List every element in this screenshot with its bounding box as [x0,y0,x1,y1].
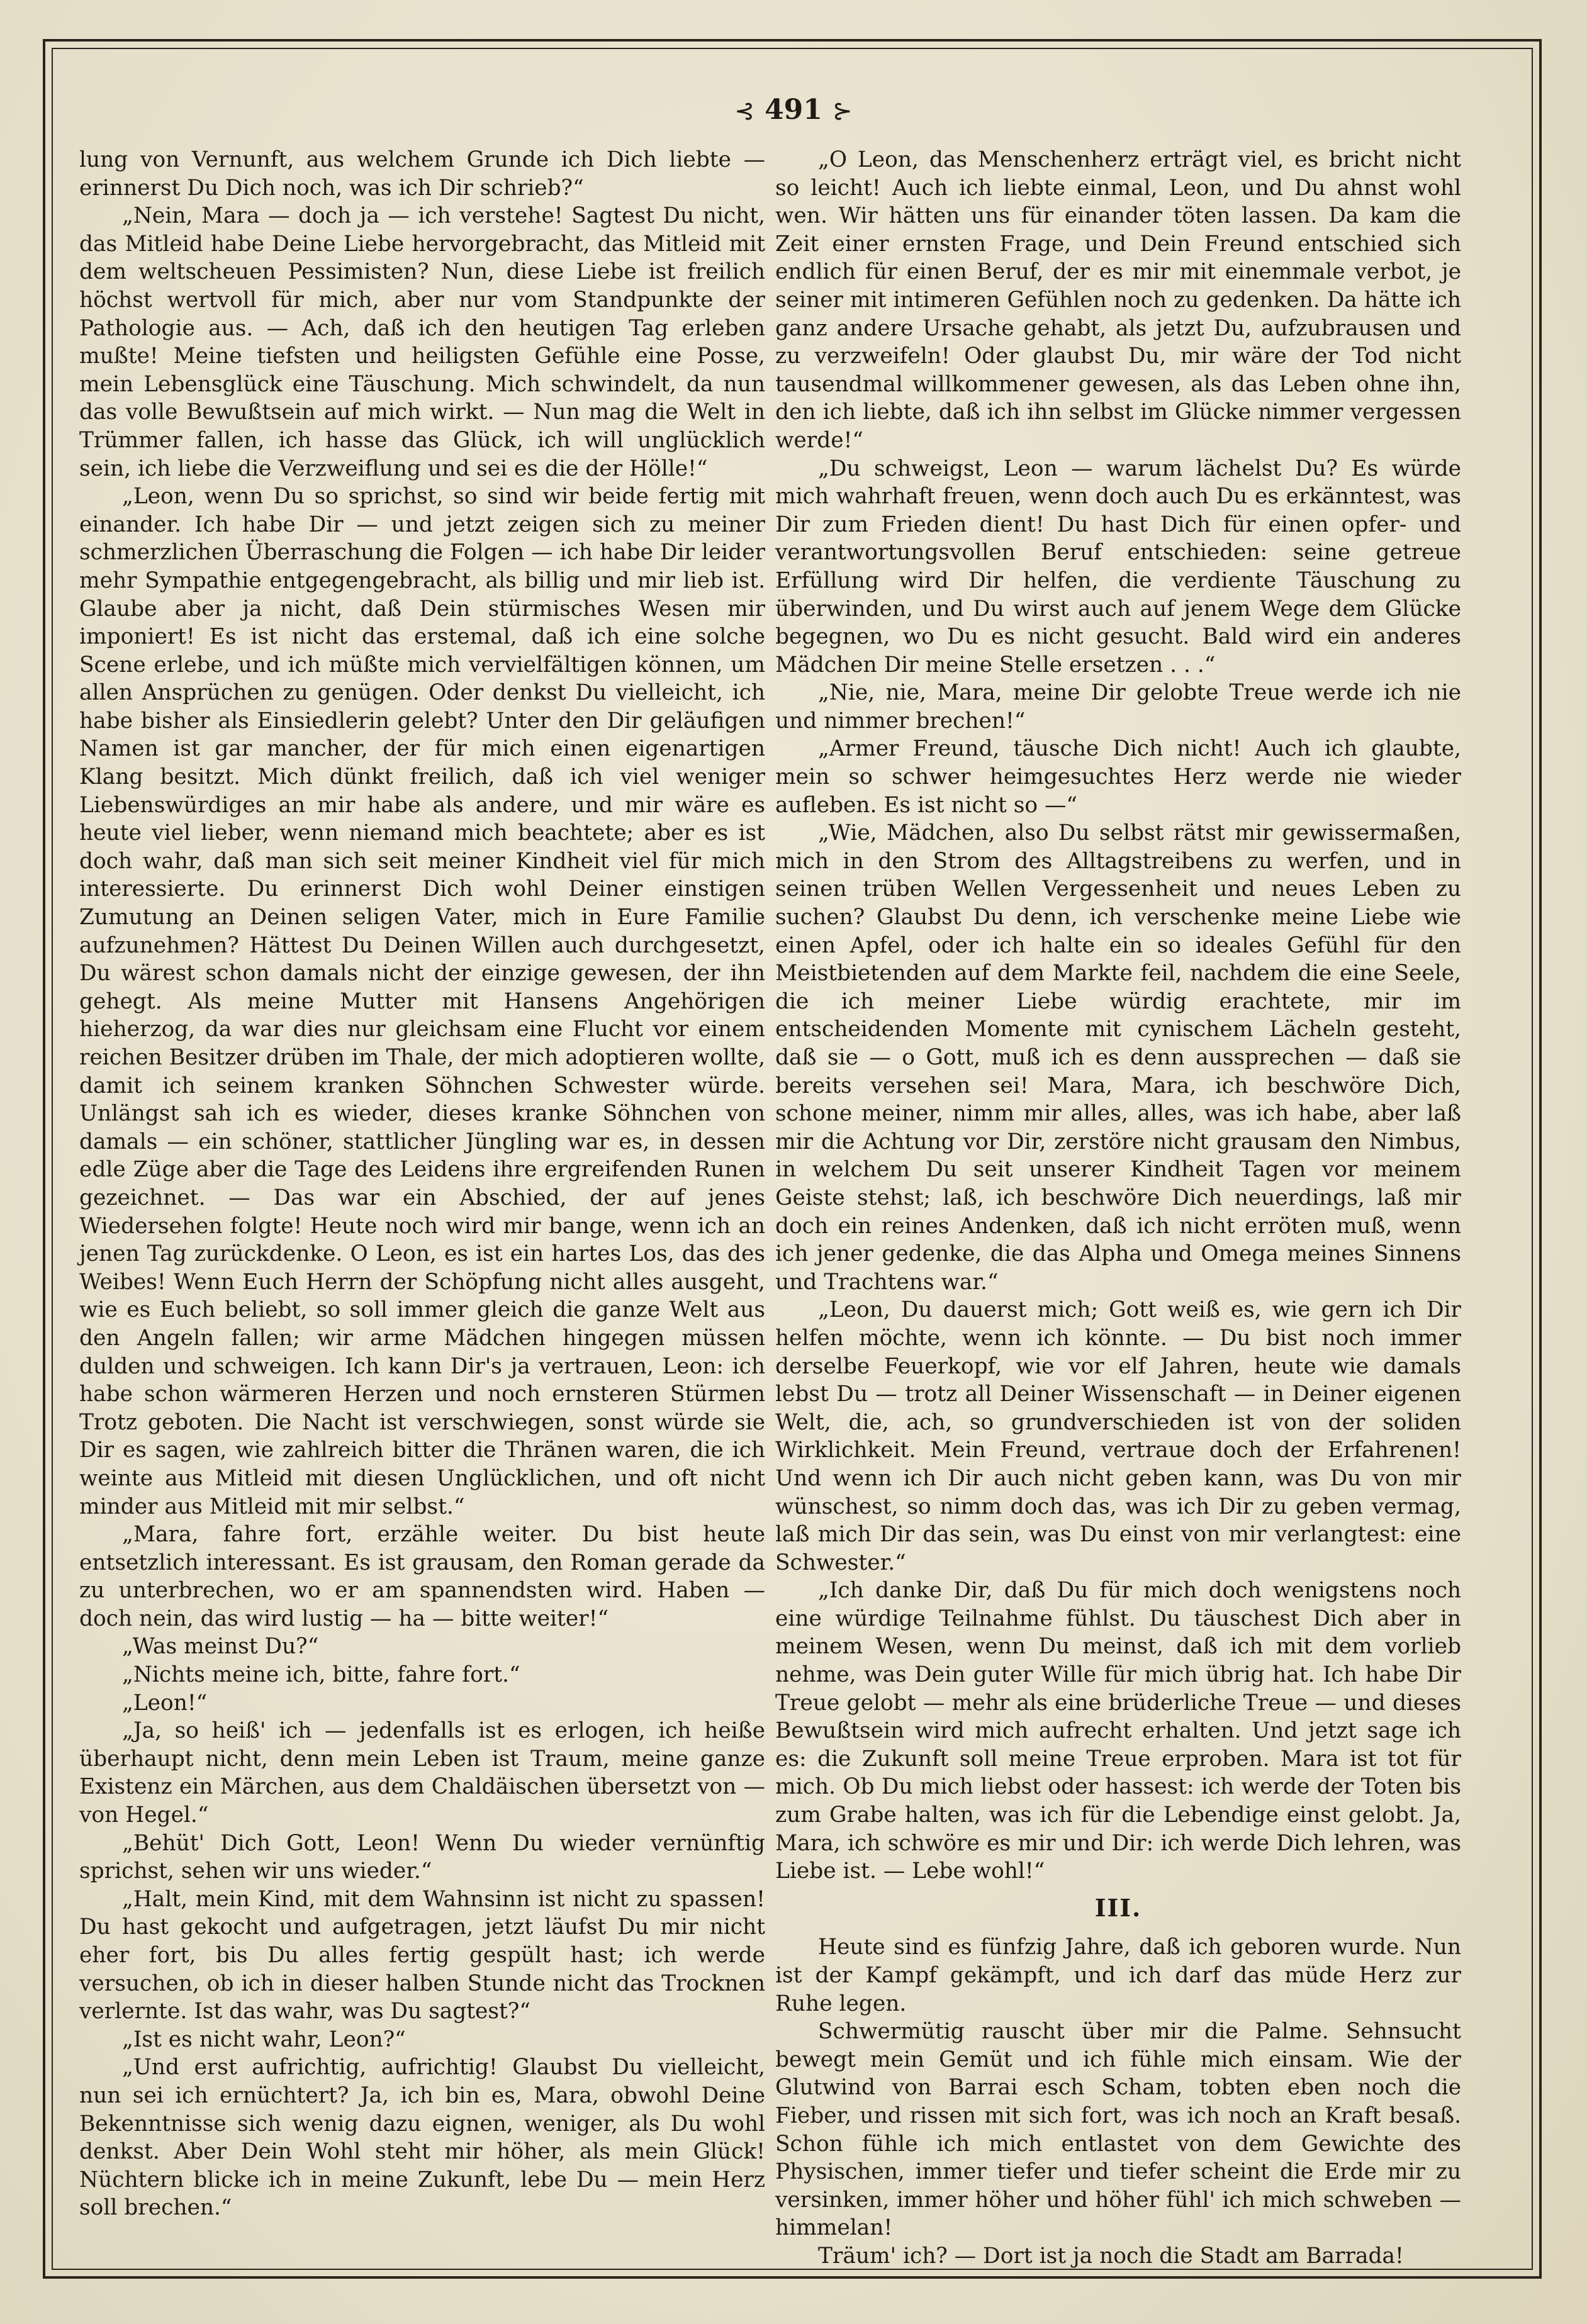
paragraph: „Halt, mein Kind, mit dem Wahnsinn ist nicht zu spassen! Du hast gekocht und aufgetragen, jetzt läufst Du mir nicht eher fort, bis Du alles fertig gespült hast; ich werde versuchen, ob ich in dieser halben Stunde nicht das Trocknen verlernte. Ist das wahr, was Du sagtest?“ [79,1886,765,2025]
paragraph: „Leon!“ [122,1690,208,1716]
paragraph: „Was meinst Du?“ [122,1634,319,1660]
paragraph: „Ja, so heiß' ich — jedenfalls ist es erlogen, ich heiße überhaupt nicht, denn mein Leben ist Traum, meine ganze Existenz ein Märchen, aus dem Chaldäischen übersetzt von — von Hegel.“ [79,1718,765,1828]
header-ornament-left: ⊰ [734,97,755,125]
paragraph: „Mara, fahre fort, erzähle weiter. Du bist heute entsetzlich interessant. Es ist grausam, den Roman gerade da zu unterbrechen, wo er am spannendsten wird. Haben — doch nein, das wird lustig — ha — bitte weiter!“ [79,1522,765,1631]
paragraph: „Ich danke Dir, daß Du für mich doch wenigstens noch eine würdige Teilnahme fühlst. Du täuschest Dich aber in meinem Wesen, wenn Du meinst, daß ich mit dem vorlieb nehme, was Dein guter Wille für mich übrig hat. Ich habe Dir Treue gelobt — mehr als eine brüderliche Treue — und dieses Bewußtsein wird mich aufrecht erhalten. Und jetzt sage ich es: die Zukunft soll meine Treue erproben. Mara ist tot für mich. Ob Du mich liebst oder hassest: ich werde der Toten bis zum Grabe halten, was ich für die Lebendige einst gelobt. Ja, Mara, ich schwöre es mir und Dir: ich werde Dich lehren, was Liebe ist. — Lebe wohl!“ [775,1578,1461,1884]
paragraph: „Behüt' Dich Gott, Leon! Wenn Du wieder vernünftig sprichst, sehen wir uns wieder.“ [79,1830,765,1884]
paragraph: „Leon, wenn Du so sprichst, so sind wir beide fertig mit einander. Ich habe Dir — und jetzt zeigen sich zu meiner schmerzlichen Überraschung die Folgen — ich habe Dir leider mehr Sympathie entgegengebracht, als billig und mir lieb ist. Glaube aber ja nicht, daß Dein stürmisches Wesen mir imponiert! Es ist nicht das erstemal, daß ich eine solche Scene erlebe, und ich müßte mich vervielfältigen können, um allen Ansprüchen zu genügen. Oder denkst Du vielleicht, ich habe bisher als Einsiedlerin gelebt? Unter den Dir geläufigen Namen ist gar mancher, der für mich einen eigenartigen Klang besitzt. Mich dünkt freilich, daß ich viel weniger Liebenswürdiges an mir habe als andere, und mir wäre es heute viel lieber, wenn niemand mich beachtete; aber es ist doch wahr, daß man sich seit meiner Kindheit viel für mich interessierte. Du erinnerst Dich wohl Deiner einstigen Zumutung an Deinen seligen Vater, mich in Eure Familie aufzunehmen? Hättest Du Deinen Willen auch durchgesetzt, Du wärest schon damals nicht der einzige gewesen, der ihn gehegt. Als meine Mutter mit Hansens Angehörigen hieherzog, da war dies nur gleichsam eine Flucht vor einem reichen Besitzer drüben im Thale, der mich adoptieren wollte, damit ich seinem kranken Söhnchen Schwester würde. Unlängst sah ich es wieder, dieses kranke Söhnchen von damals — ein schöner, stattlicher Jüngling war es, in dessen edle Züge aber die Tage des Leidens ihre ergreifenden Runen gezeichnet. — Das war ein Abschied, der auf jenes Wiedersehen folgte! Heute noch wird mir bange, wenn ich an jenen Tag zurückdenke. O Leon, es ist ein hartes Los, das des Weibes! Wenn Euch Herrn der Schöpfung nicht alles ausgeht, wie es Euch beliebt, so soll immer gleich die ganze Welt aus den Angeln fallen; wir arme Mädchen hingegen müssen dulden und schweigen. Ich kann Dir's ja vertrauen, Leon: ich habe schon wärmeren Herzen und noch ernsteren Stürmen Trotz geboten. Die Nacht ist verschwiegen, sonst würde sie Dir es sagen, wie zahlreich bitter die Thränen waren, die ich weinte aus Mitleid mit diesen Unglücklichen, und oft nicht minder aus Mitleid mit mir selbst.“ [79,484,765,1519]
paragraph: „Armer Freund, täusche Dich nicht! Auch ich glaubte, mein so schwer heimgesuchtes Herz werde nie wieder aufleben. Es ist nicht so —“ [775,736,1461,818]
paragraph: „Du schweigst, Leon — warum lächelst Du? Es würde mich wahrhaft freuen, wenn doch auch Du es erkänntest, was Dir zum Frieden dient! Du hast Dich für einen opfer- und verantwortungsvollen Beruf entschieden: seine getreue Erfüllung wird Dir helfen, die verdiente Täuschung zu überwinden, und Du wirst auch auf jenem Wege dem Glücke begegnen, wo Du es nicht gesucht. Bald wird ein anderes Mädchen Dir meine Stelle ersetzen . . .“ [775,455,1461,678]
paragraph: „Wie, Mädchen, also Du selbst rätst mir gewissermaßen, mich in den Strom des Alltagstreibens zu werfen, und in seinen trüben Wellen Vergessenheit und neues Leben zu suchen? Glaubst Du denn, ich verschenke meine Liebe wie einen Apfel, oder ich halte ein so ideales Gefühl für den Meistbietenden auf dem Markte feil, nachdem die eine Seele, die ich meiner Liebe würdig erachtete, mir im entscheidenden Momente mit cynischem Lächeln gesteht, daß sie — o Gott, muß ich es denn aussprechen — daß sie bereits versehen sei! Mara, Mara, ich beschwöre Dich, schone meiner, nimm mir alles, alles, was ich habe, aber laß mir die Achtung vor Dir, zerstöre nicht grausam den Nimbus, in welchem Du seit unserer Kindheit Tagen vor meinem Geiste stehst; laß, ich beschwöre Dich neuerdings, laß mir doch ein reines Andenken, daß ich nicht erröten muß, wenn ich jener gedenke, die das Alpha und Omega meines Sinnens und Trachtens war.“ [775,820,1461,1295]
page-header [0,88,1587,132]
paragraph: „Nein, Mara — doch ja — ich verstehe! Sagtest Du nicht, das Mitleid habe Deine Liebe hervorgebracht, das Mitleid mit dem weltscheuen Pessimisten? Nun, diese Liebe ist freilich höchst wertvoll für mich, aber nur vom Standpunkte der Pathologie aus. — Ach, daß ich den heutigen Tag erleben mußte! Meine tiefsten und heiligsten Gefühle eine Posse, mein Lebensglück eine Täuschung. Mich schwindelt, da nun das volle Bewußtsein auf mich wirkt. — Nun mag die Welt in Trümmer fallen, ich hasse das Glück, ich will unglücklich sein, ich liebe die Verzweiflung und sei es die der Hölle!“ [79,203,765,481]
page-number: 491 [765,94,822,126]
paragraph: Träum' ich? — Dort ist ja noch die Stadt am Barrada! [818,2243,1404,2269]
paragraph: Schwermütig rauscht über mir die Palme. Sehnsucht bewegt mein Gemüt und ich fühle mich einsam. Wie der Glutwind von Barrai esch Scham, tobten eben noch die Fieber, und rissen mit sich fort, was ich noch an Kraft besaß. Schon fühle ich mich entlastet von dem Gewichte des Physischen, immer tiefer und tiefer scheint die Erde mir zu versinken, immer höher und höher fühl' ich mich schweben — himmelan! [775,2019,1461,2241]
paragraph: „Ist es nicht wahr, Leon?“ [122,2026,406,2052]
paragraph: „Leon, Du dauerst mich; Gott weiß es, wie gern ich Dir helfen möchte, wenn ich könnte. — Du bist noch immer derselbe Feuerkopf, wie vor elf Jahren, heute wie damals lebst Du — trotz all Deiner Wissenschaft — in Deiner eigenen Welt, die, ach, so grundverschieden ist von der soliden Wirklichkeit. Mein Freund, vertraue doch der Erfahrenen! Und wenn ich Dir auch nicht geben kann, was Du von mir wünschest, so nimm doch das, was ich Dir zu geben vermag, laß mich Dir das sein, was Du einst von mir verlangtest: eine Schwester.“ [775,1297,1461,1575]
paragraph: „Und erst aufrichtig, aufrichtig! Glaubst Du vielleicht, nun sei ich ernüchtert? Ja, ich bin es, Mara, obwohl Deine Bekenntnisse sich wenig dazu eignen, weniger, als Du wohl denkst. Aber Dein Wohl steht mir höher, als mein Glück! Nüchtern blicke ich in meine Zukunft, lebe Du — mein Herz soll brechen.“ [79,2055,765,2221]
right-column [775,146,1461,2271]
left-column [79,146,765,2222]
section-heading: III. [1094,1893,1142,1922]
paragraph: „Nichts meine ich, bitte, fahre fort.“ [122,1662,520,1688]
paragraph: Heute sind es fünfzig Jahre, daß ich geboren wurde. Nun ist der Kampf gekämpft, und ich darf das müde Herz zur Ruhe legen. [775,1935,1461,2016]
header-ornament-right: ⊱ [832,97,853,125]
paragraph: „O Leon, das Menschenherz erträgt viel, es bricht nicht so leicht! Auch ich liebte einmal, Leon, und Du ahnst wohl wen. Wir hätten uns für einander töten lassen. Da kam die Zeit einer ernsten Frage, und Dein Freund entschied sich endlich für einen Beruf, der es mir mit einemmale verbot, je seiner mit intimeren Gefühlen noch zu gedenken. Da hätte ich ganz andere Ursache gehabt, als jetzt Du, aufzubrausen und zu verzweifeln! Oder glaubst Du, mir wäre der Tod nicht tausendmal willkommener gewesen, als das Leben ohne ihn, den ich liebte, daß ich ihn selbst im Glücke nimmer vergessen werde!“ [775,147,1461,453]
paragraph: „Nie, nie, Mara, meine Dir gelobte Treue werde ich nie und nimmer brechen!“ [775,680,1461,734]
paragraph: lung von Vernunft, aus welchem Grunde ich Dich liebte — erinnerst Du Dich noch, was ich Dir schrieb?“ [79,147,765,201]
